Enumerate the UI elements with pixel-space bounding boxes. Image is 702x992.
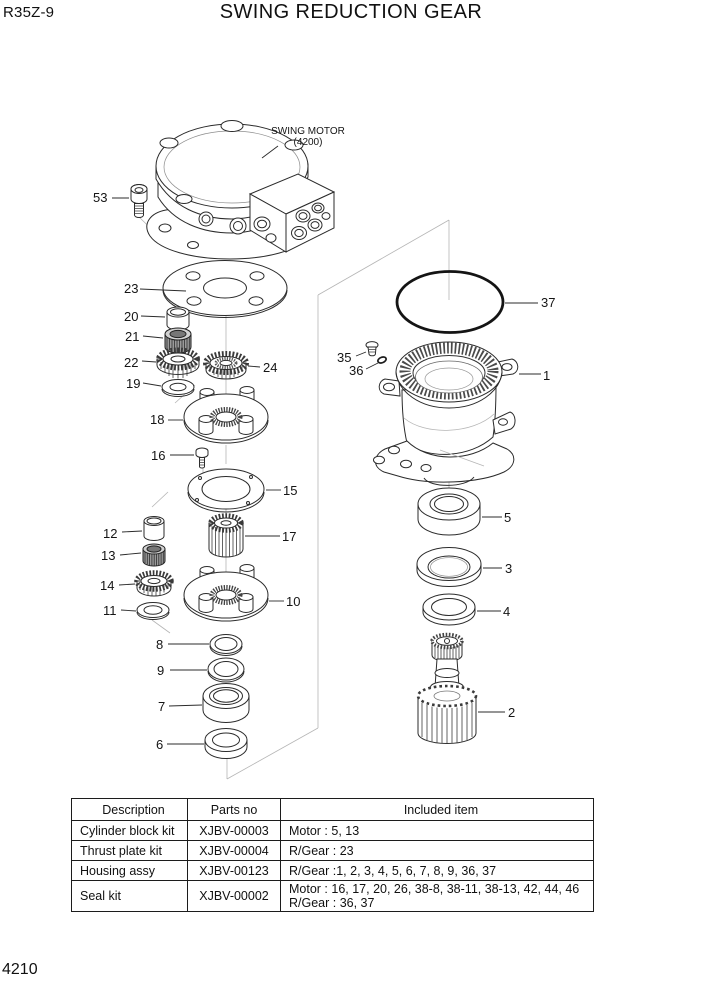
col-header-description: Description bbox=[72, 799, 188, 821]
part-3 bbox=[417, 548, 481, 587]
part-11 bbox=[137, 603, 169, 620]
table-header-row bbox=[72, 799, 594, 821]
cell-included-line2: R/Gear : 36, 37 bbox=[289, 896, 375, 910]
part-label-13: 13 bbox=[101, 548, 116, 563]
part-label-20: 20 bbox=[124, 309, 139, 324]
table-row bbox=[72, 881, 594, 912]
part-label-35: 35 bbox=[337, 350, 352, 365]
cell-included: Motor : 5, 13 bbox=[281, 821, 594, 841]
cell-included: R/Gear : 23 bbox=[281, 841, 594, 861]
parts-table bbox=[71, 798, 594, 912]
part-19 bbox=[162, 380, 194, 397]
part-label-2: 2 bbox=[508, 705, 516, 720]
part-7 bbox=[203, 684, 249, 723]
col-header-included-item: Included item bbox=[281, 799, 594, 821]
cell-description: Thrust plate kit bbox=[72, 841, 188, 861]
part-13 bbox=[143, 544, 165, 566]
part-label-23: 23 bbox=[124, 281, 139, 296]
part-12 bbox=[144, 517, 164, 541]
part-label-22: 22 bbox=[124, 355, 139, 370]
cell-included-line1: Motor : 16, 17, 20, 26, 38-8, 38-11, 38-13, 42, 44, 46 bbox=[289, 881, 580, 896]
part-18 bbox=[184, 387, 268, 444]
part-24 bbox=[206, 354, 246, 380]
part-14 bbox=[137, 573, 171, 597]
part-label-18: 18 bbox=[150, 412, 165, 427]
part-6 bbox=[205, 729, 247, 759]
part-16 bbox=[196, 448, 208, 468]
part-label-12: 12 bbox=[103, 526, 118, 541]
table-row bbox=[72, 821, 594, 841]
page-title: SWING REDUCTION GEAR bbox=[219, 1, 483, 23]
cell-parts-no: XJBV-00123 bbox=[188, 861, 281, 881]
table-row bbox=[72, 841, 594, 861]
part-label-11: 11 bbox=[103, 603, 117, 618]
part-20 bbox=[167, 307, 189, 330]
part-label-19: 19 bbox=[126, 376, 141, 391]
part-2 bbox=[418, 635, 476, 744]
part-label-6: 6 bbox=[156, 737, 164, 752]
part-8 bbox=[210, 635, 242, 656]
part-label-8: 8 bbox=[156, 637, 164, 652]
swing-motor-label-line2: (4200) bbox=[293, 137, 323, 148]
part-label-10: 10 bbox=[286, 594, 301, 609]
swing-motor-label-line1: SWING MOTOR bbox=[271, 126, 345, 137]
part-10 bbox=[184, 565, 268, 622]
part-35 bbox=[366, 342, 378, 356]
table-row bbox=[72, 861, 594, 881]
part-label-16: 16 bbox=[151, 448, 166, 463]
part-label-7: 7 bbox=[158, 699, 166, 714]
part-label-36: 36 bbox=[349, 363, 364, 378]
part-label-53: 53 bbox=[93, 190, 108, 205]
cell-parts-no: XJBV-00003 bbox=[188, 821, 281, 841]
part-label-37: 37 bbox=[541, 295, 556, 310]
part-label-4: 4 bbox=[503, 604, 511, 619]
part-label-5: 5 bbox=[504, 510, 512, 525]
part-label-24: 24 bbox=[263, 360, 278, 375]
part-17 bbox=[209, 516, 243, 557]
part-1 bbox=[374, 342, 518, 485]
swing-motor-label bbox=[262, 126, 354, 148]
part-label-9: 9 bbox=[157, 663, 165, 678]
cell-description: Seal kit bbox=[72, 881, 188, 912]
model-code: R35Z-9 bbox=[3, 4, 55, 21]
part-15 bbox=[188, 469, 264, 512]
part-label-1: 1 bbox=[543, 368, 551, 383]
cell-parts-no: XJBV-00002 bbox=[188, 881, 281, 912]
part-label-15: 15 bbox=[283, 483, 298, 498]
part-label-14: 14 bbox=[100, 578, 115, 593]
part-53 bbox=[131, 185, 147, 218]
col-header-parts-no: Parts no bbox=[188, 799, 281, 821]
part-4 bbox=[423, 594, 475, 625]
cell-included: R/Gear :1, 2, 3, 4, 5, 6, 7, 8, 9, 36, 37 bbox=[281, 861, 594, 881]
page-number: 4210 bbox=[2, 961, 38, 978]
part-22 bbox=[157, 351, 199, 379]
part-label-3: 3 bbox=[505, 561, 513, 576]
cell-parts-no: XJBV-00004 bbox=[188, 841, 281, 861]
part-36 bbox=[377, 356, 387, 364]
part-37 bbox=[397, 272, 503, 333]
cell-included bbox=[281, 881, 594, 912]
part-9 bbox=[208, 658, 244, 682]
cell-description: Cylinder block kit bbox=[72, 821, 188, 841]
cell-description: Housing assy bbox=[72, 861, 188, 881]
part-5 bbox=[418, 488, 480, 535]
part-label-17: 17 bbox=[282, 529, 297, 544]
part-label-21: 21 bbox=[125, 329, 140, 344]
